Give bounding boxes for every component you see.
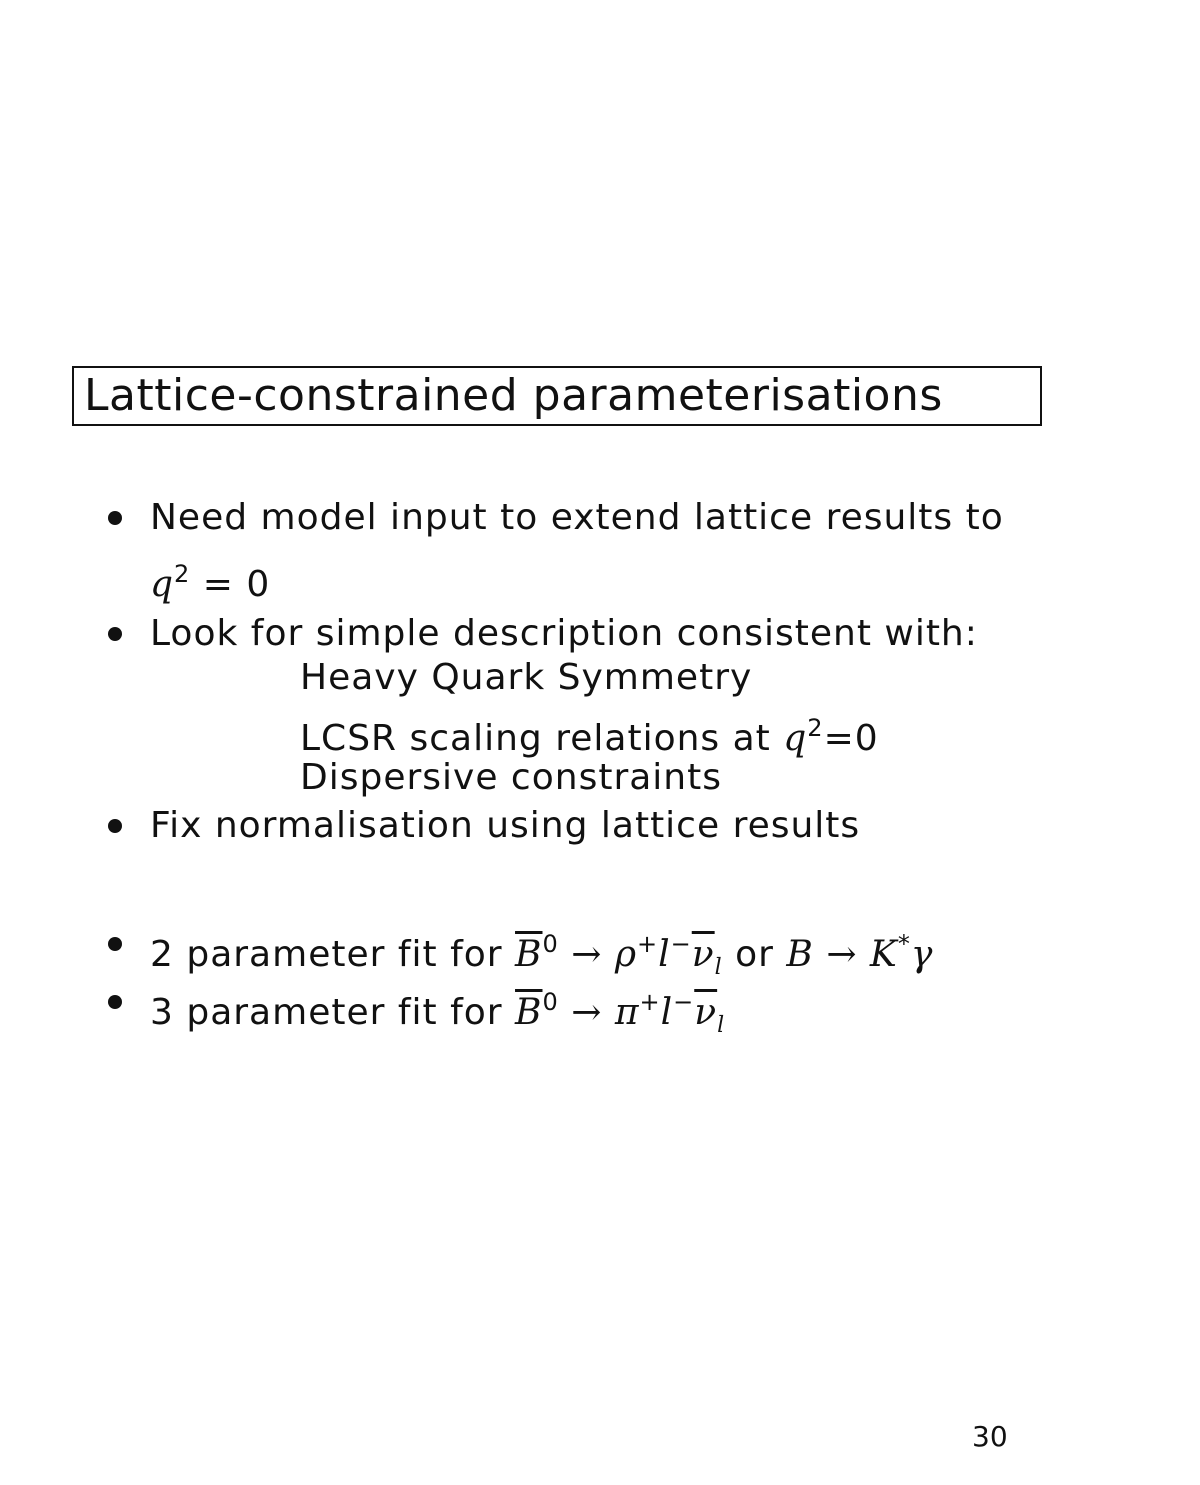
bullet-text: Look for simple description consistent with: [150,613,978,654]
sub-item-text: LCSR scaling relations at [300,718,784,759]
sub-item [300,706,879,761]
math-variable: q [150,564,175,605]
page-number: 30 [972,1420,1008,1453]
or-text: or [722,934,787,975]
bullet-dot-icon [108,511,122,525]
math-exponent: 2 [807,714,824,742]
bullet-dot-icon [108,819,122,833]
math-formula: $\overline{B}^0 \to \rho^+l^-\overline{\nu}_l$ [515,930,723,980]
bullet-text-prefix: 2 parameter fit for [150,934,516,975]
math-equation: = 0 [190,564,271,605]
bullet-text [150,980,725,1048]
bullet-dot-icon [108,937,122,951]
math-equation: =0 [823,718,879,759]
bullet-text: Fix normalisation using lattice results [150,805,861,846]
slide-title: Lattice-constrained parameterisations [72,366,1042,426]
bullet-text: Need model input to extend lattice results to [150,497,1004,538]
sub-item: Dispersive constraints [300,757,722,798]
math-exponent: 2 [174,560,191,588]
sub-item: Heavy Quark Symmetry [300,657,753,698]
bullet-dot-icon [108,627,122,641]
bullet-continuation [150,552,270,607]
math-formula: $\overline{B}^0 \to \pi^+l^-\overline{\nu}_l$ [515,988,726,1038]
math-variable: q [783,718,808,759]
math-formula: B → K*γ [786,930,934,975]
bullet-text-prefix: 3 parameter fit for [150,992,516,1033]
bullet-dot-icon [108,995,122,1009]
